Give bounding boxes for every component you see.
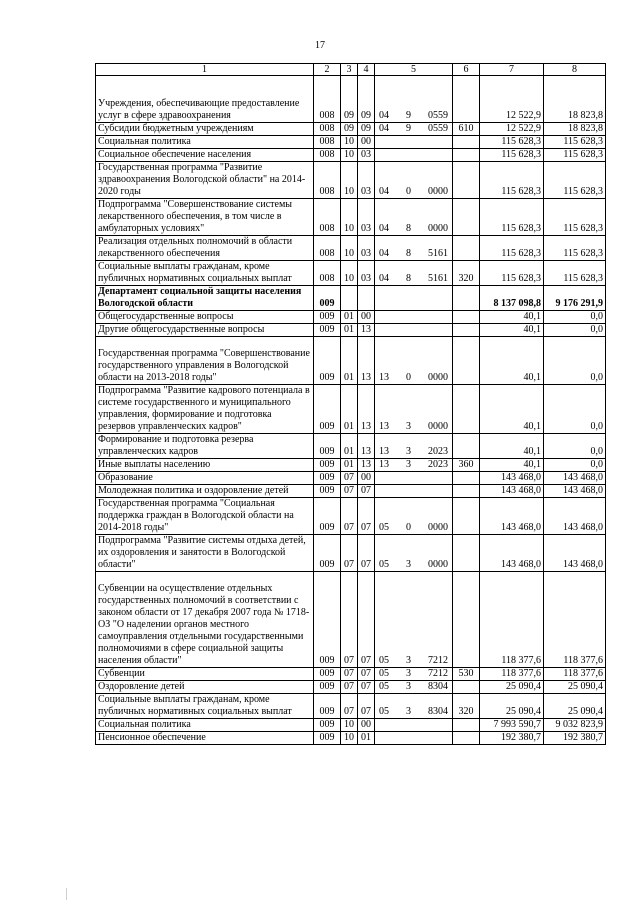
- header-cell: 4: [358, 64, 375, 76]
- row-name-cell: Социальные выплаты гражданам, кроме публичных нормативных социальных выплат: [96, 261, 314, 286]
- target-article-cell: [375, 694, 453, 719]
- section-code-cell: 10: [341, 162, 358, 199]
- amount-year1-cell: 115 628,3: [480, 162, 544, 199]
- expense-type-cell: [453, 236, 480, 261]
- target-article-cell: [375, 76, 453, 123]
- amount-year1-cell: 115 628,3: [480, 136, 544, 149]
- table-row: [96, 535, 606, 572]
- amount-year2-cell: 143 468,0: [544, 498, 606, 535]
- row-name-cell: Социальная политика: [96, 719, 314, 732]
- amount-year2-cell: 0,0: [544, 311, 606, 324]
- target-article-part: 04: [379, 110, 389, 121]
- ministry-code-cell: 009: [314, 572, 341, 668]
- target-article-part: 5161: [428, 248, 448, 259]
- ministry-code-cell: 008: [314, 199, 341, 236]
- ministry-code-cell: 009: [314, 324, 341, 337]
- target-article-part: 0000: [428, 421, 448, 432]
- target-article-part: 13: [379, 459, 389, 470]
- subsection-code-cell: 07: [358, 694, 375, 719]
- expense-type-cell: 320: [453, 694, 480, 719]
- target-article-cell: [375, 162, 453, 199]
- row-name-cell: Государственная программа "Развитие здравоохранения Вологодской области" на 2014-2020 годы: [96, 162, 314, 199]
- target-article-part: 8304: [428, 706, 448, 717]
- row-name-cell: Общегосударственные вопросы: [96, 311, 314, 324]
- section-code-cell: 10: [341, 199, 358, 236]
- section-code-cell: 07: [341, 485, 358, 498]
- amount-year1-cell: 192 380,7: [480, 732, 544, 745]
- ministry-code-cell: 008: [314, 136, 341, 149]
- amount-year1-cell: 115 628,3: [480, 261, 544, 286]
- subsection-code-cell: 00: [358, 311, 375, 324]
- section-code-cell: 10: [341, 236, 358, 261]
- header-cell: 7: [480, 64, 544, 76]
- target-article-part: 2023: [428, 459, 448, 470]
- target-article-cell: [375, 681, 453, 694]
- target-article-part: 0000: [428, 186, 448, 197]
- table-row: [96, 123, 606, 136]
- amount-year1-cell: 118 377,6: [480, 668, 544, 681]
- amount-year1-cell: 143 468,0: [480, 535, 544, 572]
- target-article-part: 3: [406, 681, 411, 692]
- amount-year2-cell: 25 090,4: [544, 694, 606, 719]
- ministry-code-cell: 008: [314, 261, 341, 286]
- target-article-cell: [375, 324, 453, 337]
- amount-year1-cell: 115 628,3: [480, 149, 544, 162]
- table-row: [96, 385, 606, 434]
- header-cell: 8: [544, 64, 606, 76]
- amount-year1-cell: 12 522,9: [480, 76, 544, 123]
- amount-year1-cell: 115 628,3: [480, 236, 544, 261]
- target-article-part: 05: [379, 668, 389, 679]
- subsection-code-cell: 03: [358, 162, 375, 199]
- target-article-cell: [375, 668, 453, 681]
- target-article-part: 13: [379, 421, 389, 432]
- section-code-cell: 10: [341, 136, 358, 149]
- target-article-part: 0000: [428, 372, 448, 383]
- amount-year1-cell: 25 090,4: [480, 694, 544, 719]
- target-article-part: 04: [379, 223, 389, 234]
- section-code-cell: 10: [341, 261, 358, 286]
- budget-table: [95, 63, 606, 745]
- target-article-part: 7212: [428, 668, 448, 679]
- ministry-code-cell: 009: [314, 485, 341, 498]
- header-row: [96, 64, 606, 76]
- ministry-code-cell: 008: [314, 236, 341, 261]
- target-article-part: 3: [406, 446, 411, 457]
- page-number: 17: [315, 40, 325, 51]
- row-name-cell: Субсидии бюджетным учреждениям: [96, 123, 314, 136]
- section-code-cell: 09: [341, 76, 358, 123]
- ministry-code-cell: 009: [314, 311, 341, 324]
- table-row: [96, 236, 606, 261]
- ministry-code-cell: 008: [314, 76, 341, 123]
- ministry-code-cell: 009: [314, 732, 341, 745]
- ministry-code-cell: 009: [314, 681, 341, 694]
- table-row: [96, 261, 606, 286]
- row-name-cell: Субвенции на осуществление отдельных государственных полномочий в соответствии с законом области от 17 декабря 2007 года № 1718-ОЗ "О наделении органов местного самоуправления отдельными государственными полномочиями в сфере социальной защиты населения области": [96, 572, 314, 668]
- expense-type-cell: [453, 199, 480, 236]
- row-name-cell: Иные выплаты населению: [96, 459, 314, 472]
- table-row: [96, 681, 606, 694]
- table-row: [96, 732, 606, 745]
- section-code-cell: 07: [341, 694, 358, 719]
- section-code-cell: [341, 286, 358, 311]
- subsection-code-cell: 13: [358, 385, 375, 434]
- row-name-cell: Государственная программа "Совершенствование государственного управления в Вологодской области на 2013-2018 годы": [96, 337, 314, 385]
- section-code-cell: 07: [341, 535, 358, 572]
- section-code-cell: 07: [341, 668, 358, 681]
- table-row: [96, 162, 606, 199]
- section-code-cell: 01: [341, 385, 358, 434]
- row-name-cell: Подпрограмма "Совершенствование системы лекарственного обеспечения, в том числе в амбулаторных условиях": [96, 199, 314, 236]
- row-name-cell: Государственная программа "Социальная поддержка граждан в Вологодской области на 2014-2018 годы": [96, 498, 314, 535]
- expense-type-cell: 530: [453, 668, 480, 681]
- section-code-cell: 07: [341, 681, 358, 694]
- amount-year1-cell: 40,1: [480, 385, 544, 434]
- section-code-cell: 10: [341, 732, 358, 745]
- row-name-cell: Пенсионное обеспечение: [96, 732, 314, 745]
- header-cell: 5: [375, 64, 453, 76]
- target-article-cell: [375, 136, 453, 149]
- ministry-code-cell: 009: [314, 498, 341, 535]
- target-article-part: 04: [379, 186, 389, 197]
- table-row: [96, 719, 606, 732]
- ministry-code-cell: 009: [314, 337, 341, 385]
- amount-year2-cell: 192 380,7: [544, 732, 606, 745]
- target-article-cell: [375, 261, 453, 286]
- table-row: [96, 286, 606, 311]
- subsection-code-cell: 00: [358, 472, 375, 485]
- ministry-code-cell: 009: [314, 385, 341, 434]
- row-name-cell: Другие общегосударственные вопросы: [96, 324, 314, 337]
- target-article-part: 0000: [428, 223, 448, 234]
- expense-type-cell: [453, 472, 480, 485]
- expense-type-cell: 610: [453, 123, 480, 136]
- amount-year2-cell: 115 628,3: [544, 162, 606, 199]
- target-article-part: 05: [379, 655, 389, 666]
- expense-type-cell: 320: [453, 261, 480, 286]
- amount-year2-cell: 115 628,3: [544, 261, 606, 286]
- expense-type-cell: [453, 732, 480, 745]
- target-article-part: 8: [406, 248, 411, 259]
- section-code-cell: 10: [341, 719, 358, 732]
- section-code-cell: 01: [341, 324, 358, 337]
- row-name-cell: Учреждения, обеспечивающие предоставление услуг в сфере здравоохранения: [96, 76, 314, 123]
- target-article-part: 8: [406, 273, 411, 284]
- target-article-part: 13: [379, 446, 389, 457]
- amount-year1-cell: 143 468,0: [480, 498, 544, 535]
- ministry-code-cell: 009: [314, 286, 341, 311]
- section-code-cell: 01: [341, 311, 358, 324]
- amount-year1-cell: 8 137 098,8: [480, 286, 544, 311]
- amount-year2-cell: 18 823,8: [544, 76, 606, 123]
- amount-year1-cell: 118 377,6: [480, 572, 544, 668]
- target-article-part: 04: [379, 273, 389, 284]
- ministry-code-cell: 009: [314, 459, 341, 472]
- target-article-part: 3: [406, 668, 411, 679]
- target-article-part: 04: [379, 123, 389, 134]
- section-code-cell: 01: [341, 434, 358, 459]
- subsection-code-cell: 01: [358, 732, 375, 745]
- subsection-code-cell: 00: [358, 719, 375, 732]
- amount-year1-cell: 40,1: [480, 311, 544, 324]
- target-article-cell: [375, 236, 453, 261]
- target-article-part: 8304: [428, 681, 448, 692]
- amount-year2-cell: 0,0: [544, 459, 606, 472]
- target-article-part: 3: [406, 706, 411, 717]
- expense-type-cell: [453, 76, 480, 123]
- section-code-cell: 01: [341, 337, 358, 385]
- target-article-part: 0559: [428, 123, 448, 134]
- target-article-cell: [375, 149, 453, 162]
- target-article-cell: [375, 732, 453, 745]
- ministry-code-cell: 008: [314, 123, 341, 136]
- target-article-cell: [375, 434, 453, 459]
- table-row: [96, 485, 606, 498]
- target-article-part: 05: [379, 522, 389, 533]
- row-name-cell: Департамент социальной защиты населения Вологодской области: [96, 286, 314, 311]
- subsection-code-cell: 13: [358, 324, 375, 337]
- subsection-code-cell: 13: [358, 337, 375, 385]
- section-code-cell: 10: [341, 149, 358, 162]
- table-row: [96, 668, 606, 681]
- ministry-code-cell: 009: [314, 472, 341, 485]
- target-article-part: 0000: [428, 522, 448, 533]
- target-article-part: 0: [406, 372, 411, 383]
- table-row: [96, 434, 606, 459]
- target-article-cell: [375, 459, 453, 472]
- target-article-part: 3: [406, 421, 411, 432]
- table-row: [96, 337, 606, 385]
- expense-type-cell: [453, 535, 480, 572]
- expense-type-cell: [453, 498, 480, 535]
- header-cell: 6: [453, 64, 480, 76]
- target-article-cell: [375, 572, 453, 668]
- expense-type-cell: [453, 324, 480, 337]
- ministry-code-cell: 009: [314, 694, 341, 719]
- table-row: [96, 472, 606, 485]
- expense-type-cell: [453, 286, 480, 311]
- amount-year2-cell: 115 628,3: [544, 236, 606, 261]
- expense-type-cell: [453, 136, 480, 149]
- subsection-code-cell: 13: [358, 459, 375, 472]
- header-cell: 2: [314, 64, 341, 76]
- amount-year2-cell: 0,0: [544, 385, 606, 434]
- table-row: [96, 136, 606, 149]
- amount-year1-cell: 40,1: [480, 459, 544, 472]
- subsection-code-cell: 09: [358, 76, 375, 123]
- amount-year1-cell: 143 468,0: [480, 472, 544, 485]
- amount-year2-cell: 25 090,4: [544, 681, 606, 694]
- target-article-part: 9: [406, 110, 411, 121]
- table-row: [96, 76, 606, 123]
- subsection-code-cell: 07: [358, 485, 375, 498]
- table-row: [96, 459, 606, 472]
- subsection-code-cell: [358, 286, 375, 311]
- expense-type-cell: [453, 681, 480, 694]
- target-article-cell: [375, 498, 453, 535]
- section-code-cell: 01: [341, 459, 358, 472]
- target-article-part: 9: [406, 123, 411, 134]
- amount-year2-cell: 0,0: [544, 337, 606, 385]
- header-cell: 1: [96, 64, 314, 76]
- target-article-cell: [375, 311, 453, 324]
- row-name-cell: Социальные выплаты гражданам, кроме публичных нормативных социальных выплат: [96, 694, 314, 719]
- expense-type-cell: 360: [453, 459, 480, 472]
- target-article-part: 5161: [428, 273, 448, 284]
- subsection-code-cell: 07: [358, 535, 375, 572]
- amount-year2-cell: 118 377,6: [544, 668, 606, 681]
- amount-year2-cell: 0,0: [544, 324, 606, 337]
- target-article-part: 05: [379, 559, 389, 570]
- ministry-code-cell: 009: [314, 719, 341, 732]
- target-article-cell: [375, 385, 453, 434]
- ministry-code-cell: 008: [314, 149, 341, 162]
- table-row: [96, 311, 606, 324]
- table-body: [96, 76, 606, 745]
- row-name-cell: Формирование и подготовка резерва управленческих кадров: [96, 434, 314, 459]
- expense-type-cell: [453, 311, 480, 324]
- table-row: [96, 572, 606, 668]
- target-article-part: 0559: [428, 110, 448, 121]
- ministry-code-cell: 009: [314, 668, 341, 681]
- row-name-cell: Образование: [96, 472, 314, 485]
- expense-type-cell: [453, 485, 480, 498]
- subsection-code-cell: 03: [358, 149, 375, 162]
- subsection-code-cell: 07: [358, 572, 375, 668]
- target-article-cell: [375, 337, 453, 385]
- expense-type-cell: [453, 572, 480, 668]
- section-code-cell: 07: [341, 572, 358, 668]
- expense-type-cell: [453, 385, 480, 434]
- amount-year1-cell: 40,1: [480, 337, 544, 385]
- target-article-part: 7212: [428, 655, 448, 666]
- amount-year1-cell: 143 468,0: [480, 485, 544, 498]
- ministry-code-cell: 009: [314, 535, 341, 572]
- amount-year2-cell: 9 176 291,9: [544, 286, 606, 311]
- target-article-part: 0: [406, 186, 411, 197]
- amount-year1-cell: 40,1: [480, 324, 544, 337]
- target-article-cell: [375, 123, 453, 136]
- expense-type-cell: [453, 162, 480, 199]
- amount-year2-cell: 118 377,6: [544, 572, 606, 668]
- subsection-code-cell: 00: [358, 136, 375, 149]
- amount-year1-cell: 25 090,4: [480, 681, 544, 694]
- target-article-cell: [375, 199, 453, 236]
- target-article-part: 04: [379, 248, 389, 259]
- amount-year1-cell: 40,1: [480, 434, 544, 459]
- row-name-cell: Реализация отдельных полномочий в области лекарственного обеспечения: [96, 236, 314, 261]
- row-name-cell: Субвенции: [96, 668, 314, 681]
- subsection-code-cell: 13: [358, 434, 375, 459]
- target-article-cell: [375, 719, 453, 732]
- subsection-code-cell: 07: [358, 681, 375, 694]
- row-name-cell: Молодежная политика и оздоровление детей: [96, 485, 314, 498]
- amount-year2-cell: 143 468,0: [544, 535, 606, 572]
- target-article-part: 3: [406, 655, 411, 666]
- target-article-cell: [375, 286, 453, 311]
- amount-year2-cell: 0,0: [544, 434, 606, 459]
- target-article-part: 3: [406, 459, 411, 470]
- target-article-part: 05: [379, 681, 389, 692]
- amount-year2-cell: 115 628,3: [544, 149, 606, 162]
- target-article-cell: [375, 472, 453, 485]
- target-article-part: 0000: [428, 559, 448, 570]
- amount-year1-cell: 115 628,3: [480, 199, 544, 236]
- subsection-code-cell: 07: [358, 668, 375, 681]
- subsection-code-cell: 03: [358, 236, 375, 261]
- expense-type-cell: [453, 719, 480, 732]
- subsection-code-cell: 03: [358, 199, 375, 236]
- ministry-code-cell: 009: [314, 434, 341, 459]
- section-code-cell: 09: [341, 123, 358, 136]
- target-article-part: 2023: [428, 446, 448, 457]
- subsection-code-cell: 09: [358, 123, 375, 136]
- row-name-cell: Подпрограмма "Развитие кадрового потенциала в системе государственного и муниципального управления, формирование и подготовка резервов управленческих кадров": [96, 385, 314, 434]
- amount-year1-cell: 12 522,9: [480, 123, 544, 136]
- target-article-part: 3: [406, 559, 411, 570]
- expense-type-cell: [453, 434, 480, 459]
- amount-year1-cell: 7 993 590,7: [480, 719, 544, 732]
- target-article-part: 0: [406, 522, 411, 533]
- section-code-cell: 07: [341, 472, 358, 485]
- expense-type-cell: [453, 149, 480, 162]
- header-cell: 3: [341, 64, 358, 76]
- row-name-cell: Социальная политика: [96, 136, 314, 149]
- target-article-part: 05: [379, 706, 389, 717]
- amount-year2-cell: 143 468,0: [544, 485, 606, 498]
- table-row: [96, 199, 606, 236]
- subsection-code-cell: 03: [358, 261, 375, 286]
- scan-mark: [66, 888, 67, 900]
- row-name-cell: Социальное обеспечение населения: [96, 149, 314, 162]
- amount-year2-cell: 115 628,3: [544, 136, 606, 149]
- ministry-code-cell: 008: [314, 162, 341, 199]
- section-code-cell: 07: [341, 498, 358, 535]
- amount-year2-cell: 18 823,8: [544, 123, 606, 136]
- target-article-part: 8: [406, 223, 411, 234]
- table-row: [96, 149, 606, 162]
- target-article-part: 13: [379, 372, 389, 383]
- table-row: [96, 498, 606, 535]
- table-row: [96, 694, 606, 719]
- table-row: [96, 324, 606, 337]
- row-name-cell: Оздоровление детей: [96, 681, 314, 694]
- target-article-cell: [375, 485, 453, 498]
- expense-type-cell: [453, 337, 480, 385]
- amount-year2-cell: 115 628,3: [544, 199, 606, 236]
- subsection-code-cell: 07: [358, 498, 375, 535]
- row-name-cell: Подпрограмма "Развитие системы отдыха детей, их оздоровления и занятости в Вологодской области": [96, 535, 314, 572]
- amount-year2-cell: 9 032 823,9: [544, 719, 606, 732]
- amount-year2-cell: 143 468,0: [544, 472, 606, 485]
- target-article-cell: [375, 535, 453, 572]
